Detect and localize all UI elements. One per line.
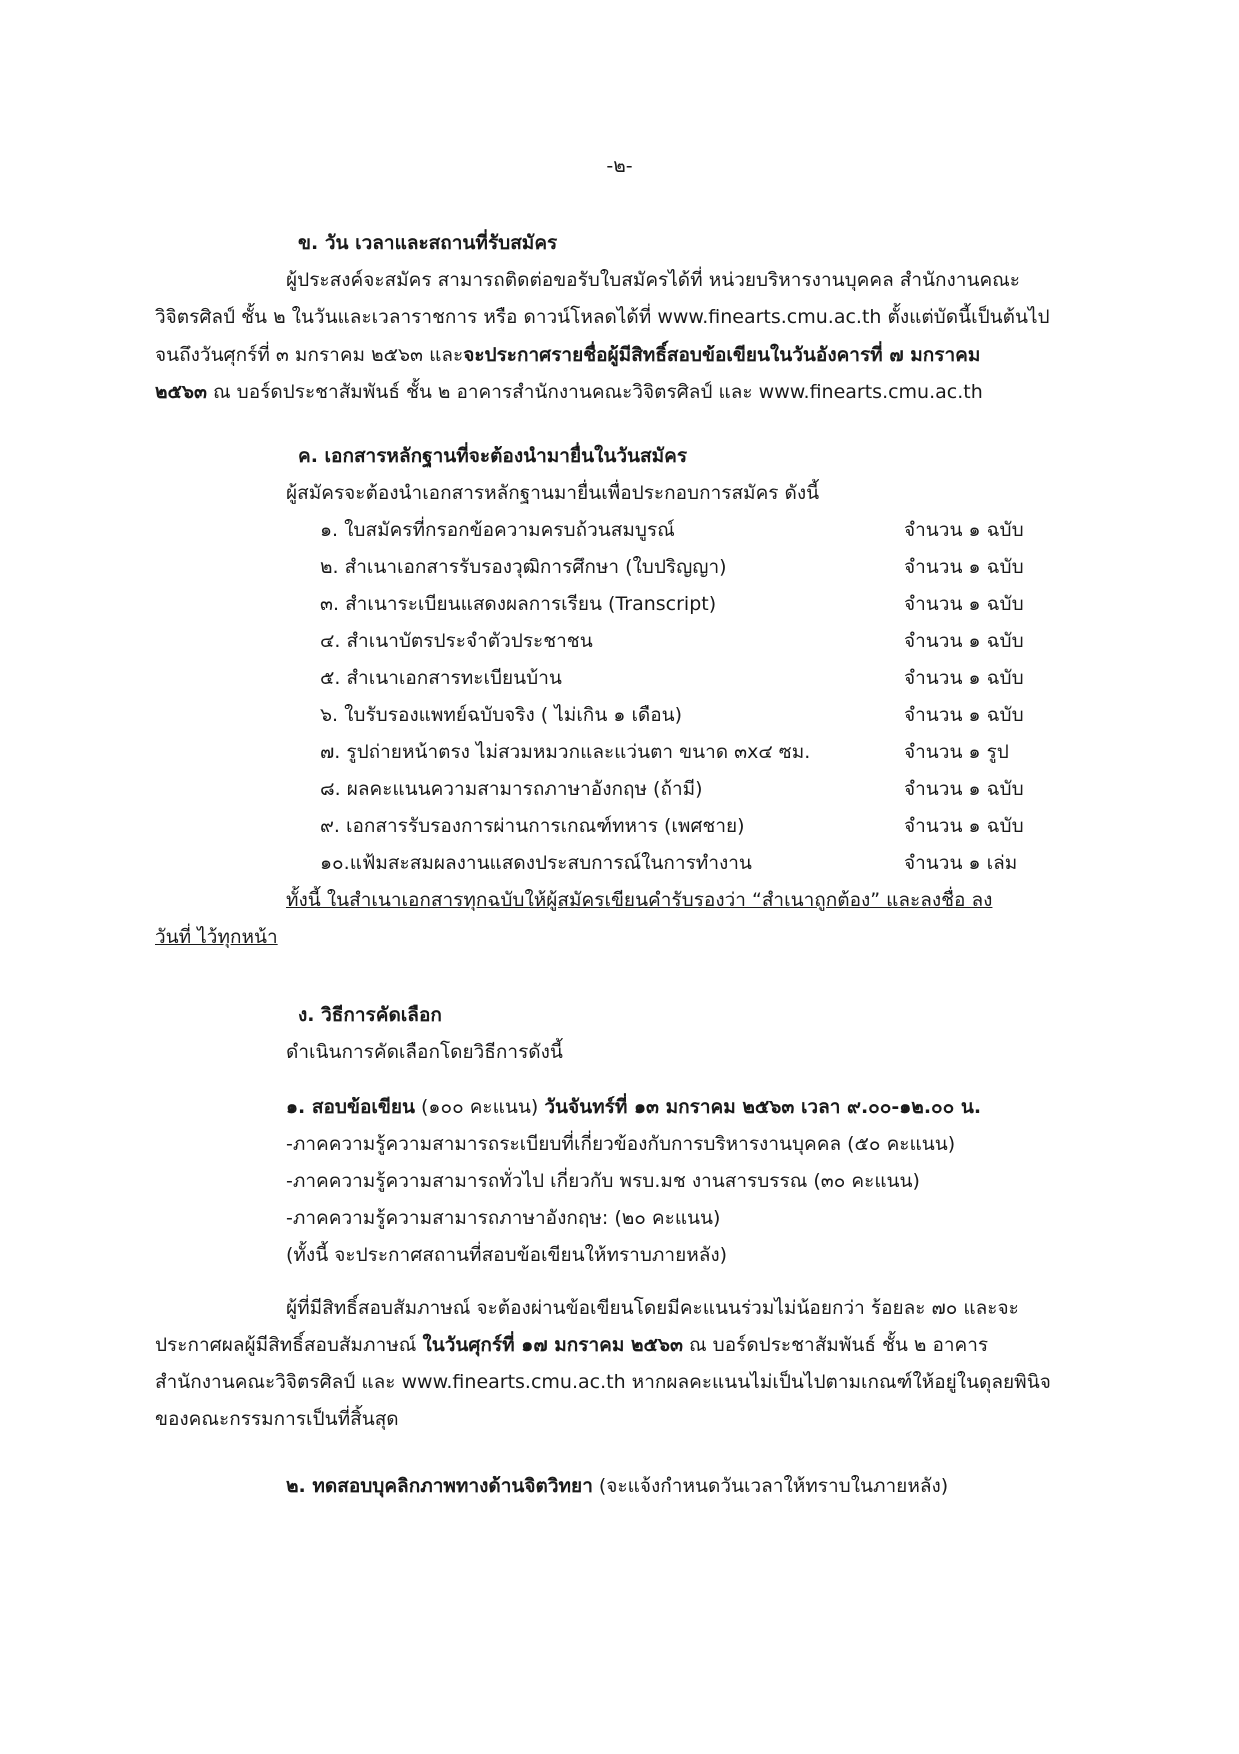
section-c-note-line-2: วันที่ ไว้ทุกหน้า (155, 926, 278, 948)
document-item-2: ๒. สำเนาเอกสารรับรองวุฒิการศึกษา (ใบปริญญา) (320, 556, 727, 578)
section-b-text-line-4-bold: ๒๕๖๓ (155, 381, 207, 403)
written-exam-line (286, 1089, 981, 1126)
document-item-6-amount: จำนวน ๑ ฉบับ (904, 704, 1024, 726)
document-item-2-amount: จำนวน ๑ ฉบับ (904, 556, 1024, 578)
interview-paragraph-line-4: ของคณะกรรมการเป็นที่สิ้นสุด (155, 1408, 399, 1430)
section-b-text-line-1: ผู้ประสงค์จะสมัคร สามารถติดต่อขอรับใบสมัครได้ที่ หน่วยบริหารงานบุคคล สำนักงานคณะ (286, 269, 1021, 291)
section-b-text-line-4 (155, 374, 983, 411)
section-b-text-line-3-bold: จะประกาศรายชื่อผู้มีสิทธิ์สอบข้อเขียนในวันอังคารที่ ๗ มกราคม (463, 344, 981, 366)
document-item-5: ๕. สำเนาเอกสารทะเบียนบ้าน (320, 667, 562, 689)
written-exam-date: วันจันทร์ที่ ๑๓ มกราคม ๒๕๖๓ เวลา ๙.๐๐-๑๒.๐๐ น. (544, 1096, 982, 1118)
exam-part-3: -ภาคความรู้ความสามารถภาษาอังกฤษ: (๒๐ คะแนน) (286, 1207, 721, 1229)
document-item-10-amount: จำนวน ๑ เล่ม (904, 852, 1018, 874)
document-item-7-amount: จำนวน ๑ รูป (904, 741, 1009, 763)
document-item-3-amount: จำนวน ๑ ฉบับ (904, 593, 1024, 615)
personality-test-note: (จะแจ้งกำหนดวันเวลาให้ทราบในภายหลัง) (592, 1475, 949, 1497)
section-b-text-line-3 (155, 337, 980, 374)
section-c-intro: ผู้สมัครจะต้องนำเอกสารหลักฐานมายื่นเพื่อประกอบการสมัคร ดังนี้ (286, 482, 820, 504)
section-d-heading: ง. วิธีการคัดเลือก (298, 1004, 442, 1026)
document-item-9-amount: จำนวน ๑ ฉบับ (904, 815, 1024, 837)
document-item-8: ๘. ผลคะแนนความสามารถภาษาอังกฤษ (ถ้ามี) (320, 778, 703, 800)
personality-test-line (286, 1468, 948, 1505)
interview-paragraph-line-2-a: ประกาศผลผู้มีสิทธิ์สอบสัมภาษณ์ (155, 1334, 423, 1356)
document-item-6: ๖. ใบรับรองแพทย์ฉบับจริง ( ไม่เกิน ๑ เดือน) (320, 704, 683, 726)
document-item-7: ๗. รูปถ่ายหน้าตรง ไม่สวมหมวกและแว่นตา ขนาด ๓x๔ ซม. (320, 741, 811, 763)
interview-paragraph-line-1: ผู้ที่มีสิทธิ์สอบสัมภาษณ์ จะต้องผ่านข้อเขียนโดยมีคะแนนร่วมไม่น้อยกว่า ร้อยละ ๗๐ และจะ (286, 1297, 1019, 1319)
exam-part-1: -ภาคความรู้ความสามารถระเบียบที่เกี่ยวข้องกับการบริหารงานบุคคล (๕๐ คะแนน) (286, 1133, 956, 1155)
document-item-4: ๔. สำเนาบัตรประจำตัวประชาชน (320, 630, 593, 652)
interview-paragraph-line-2-c: ณ บอร์ดประชาสัมพันธ์ ชั้น ๒ อาคาร (682, 1334, 989, 1356)
document-item-9: ๙. เอกสารรับรองการผ่านการเกณฑ์ทหาร (เพศชาย) (320, 815, 745, 837)
section-c-note-line-1: ทั้งนี้ ในสำเนาเอกสารทุกฉบับให้ผู้สมัครเขียนคำรับรองว่า “สำเนาถูกต้อง” และลงชื่อ ลง (286, 889, 993, 911)
section-d-intro: ดำเนินการคัดเลือกโดยวิธีการดังนี้ (286, 1041, 563, 1063)
personality-test-title: ๒. ทดสอบบุคลิกภาพทางด้านจิตวิทยา (286, 1475, 593, 1497)
interview-paragraph-line-3: สำนักงานคณะวิจิตรศิลป์ และ www.finearts.cmu.ac.th หากผลคะแนนไม่เป็นไปตามเกณฑ์ให้อยู่ในดุลยพินิจ (155, 1371, 1051, 1393)
written-exam-score: (๑๐๐ คะแนน) (414, 1096, 545, 1118)
section-c-heading: ค. เอกสารหลักฐานที่จะต้องนำมายื่นในวันสมัคร (298, 445, 688, 467)
written-exam-title: ๑. สอบข้อเขียน (286, 1096, 415, 1118)
section-b-text-line-3-regular: จนถึงวันศุกร์ที่ ๓ มกราคม ๒๕๖๓ และ (155, 344, 464, 366)
interview-paragraph-line-2 (155, 1327, 988, 1364)
exam-location-note: (ทั้งนี้ จะประกาศสถานที่สอบข้อเขียนให้ทราบภายหลัง) (286, 1244, 728, 1266)
document-item-3: ๓. สำเนาระเบียนแสดงผลการเรียน (Transcript) (320, 593, 717, 615)
document-item-8-amount: จำนวน ๑ ฉบับ (904, 778, 1024, 800)
page-number: -๒- (606, 155, 633, 177)
interview-announcement-date: ในวันศุกร์ที่ ๑๗ มกราคม ๒๕๖๓ (422, 1334, 683, 1356)
document-item-10: ๑๐.แฟ้มสะสมผลงานแสดงประสบการณ์ในการทำงาน (320, 852, 752, 874)
document-item-1-amount: จำนวน ๑ ฉบับ (904, 519, 1024, 541)
exam-part-2: -ภาคความรู้ความสามารถทั่วไป เกี่ยวกับ พรบ.มช งานสารบรรณ (๓๐ คะแนน) (286, 1170, 920, 1192)
section-b-heading: ข. วัน เวลาและสถานที่รับสมัคร (298, 232, 558, 254)
section-b-text-line-4-regular: ณ บอร์ดประชาสัมพันธ์ ชั้น ๒ อาคารสำนักงานคณะวิจิตรศิลป์ และ www.finearts.cmu.ac.th (206, 381, 983, 403)
document-item-1: ๑. ใบสมัครที่กรอกข้อความครบถ้วนสมบูรณ์ (320, 519, 675, 541)
section-b-text-line-2: วิจิตรศิลป์ ชั้น ๒ ในวันและเวลาราชการ หรือ ดาวน์โหลดได้ที่ www.finearts.cmu.ac.th ตั้งแต่บัดนี้เป็นต้นไป (155, 306, 1050, 328)
document-item-5-amount: จำนวน ๑ ฉบับ (904, 667, 1024, 689)
document-item-4-amount: จำนวน ๑ ฉบับ (904, 630, 1024, 652)
